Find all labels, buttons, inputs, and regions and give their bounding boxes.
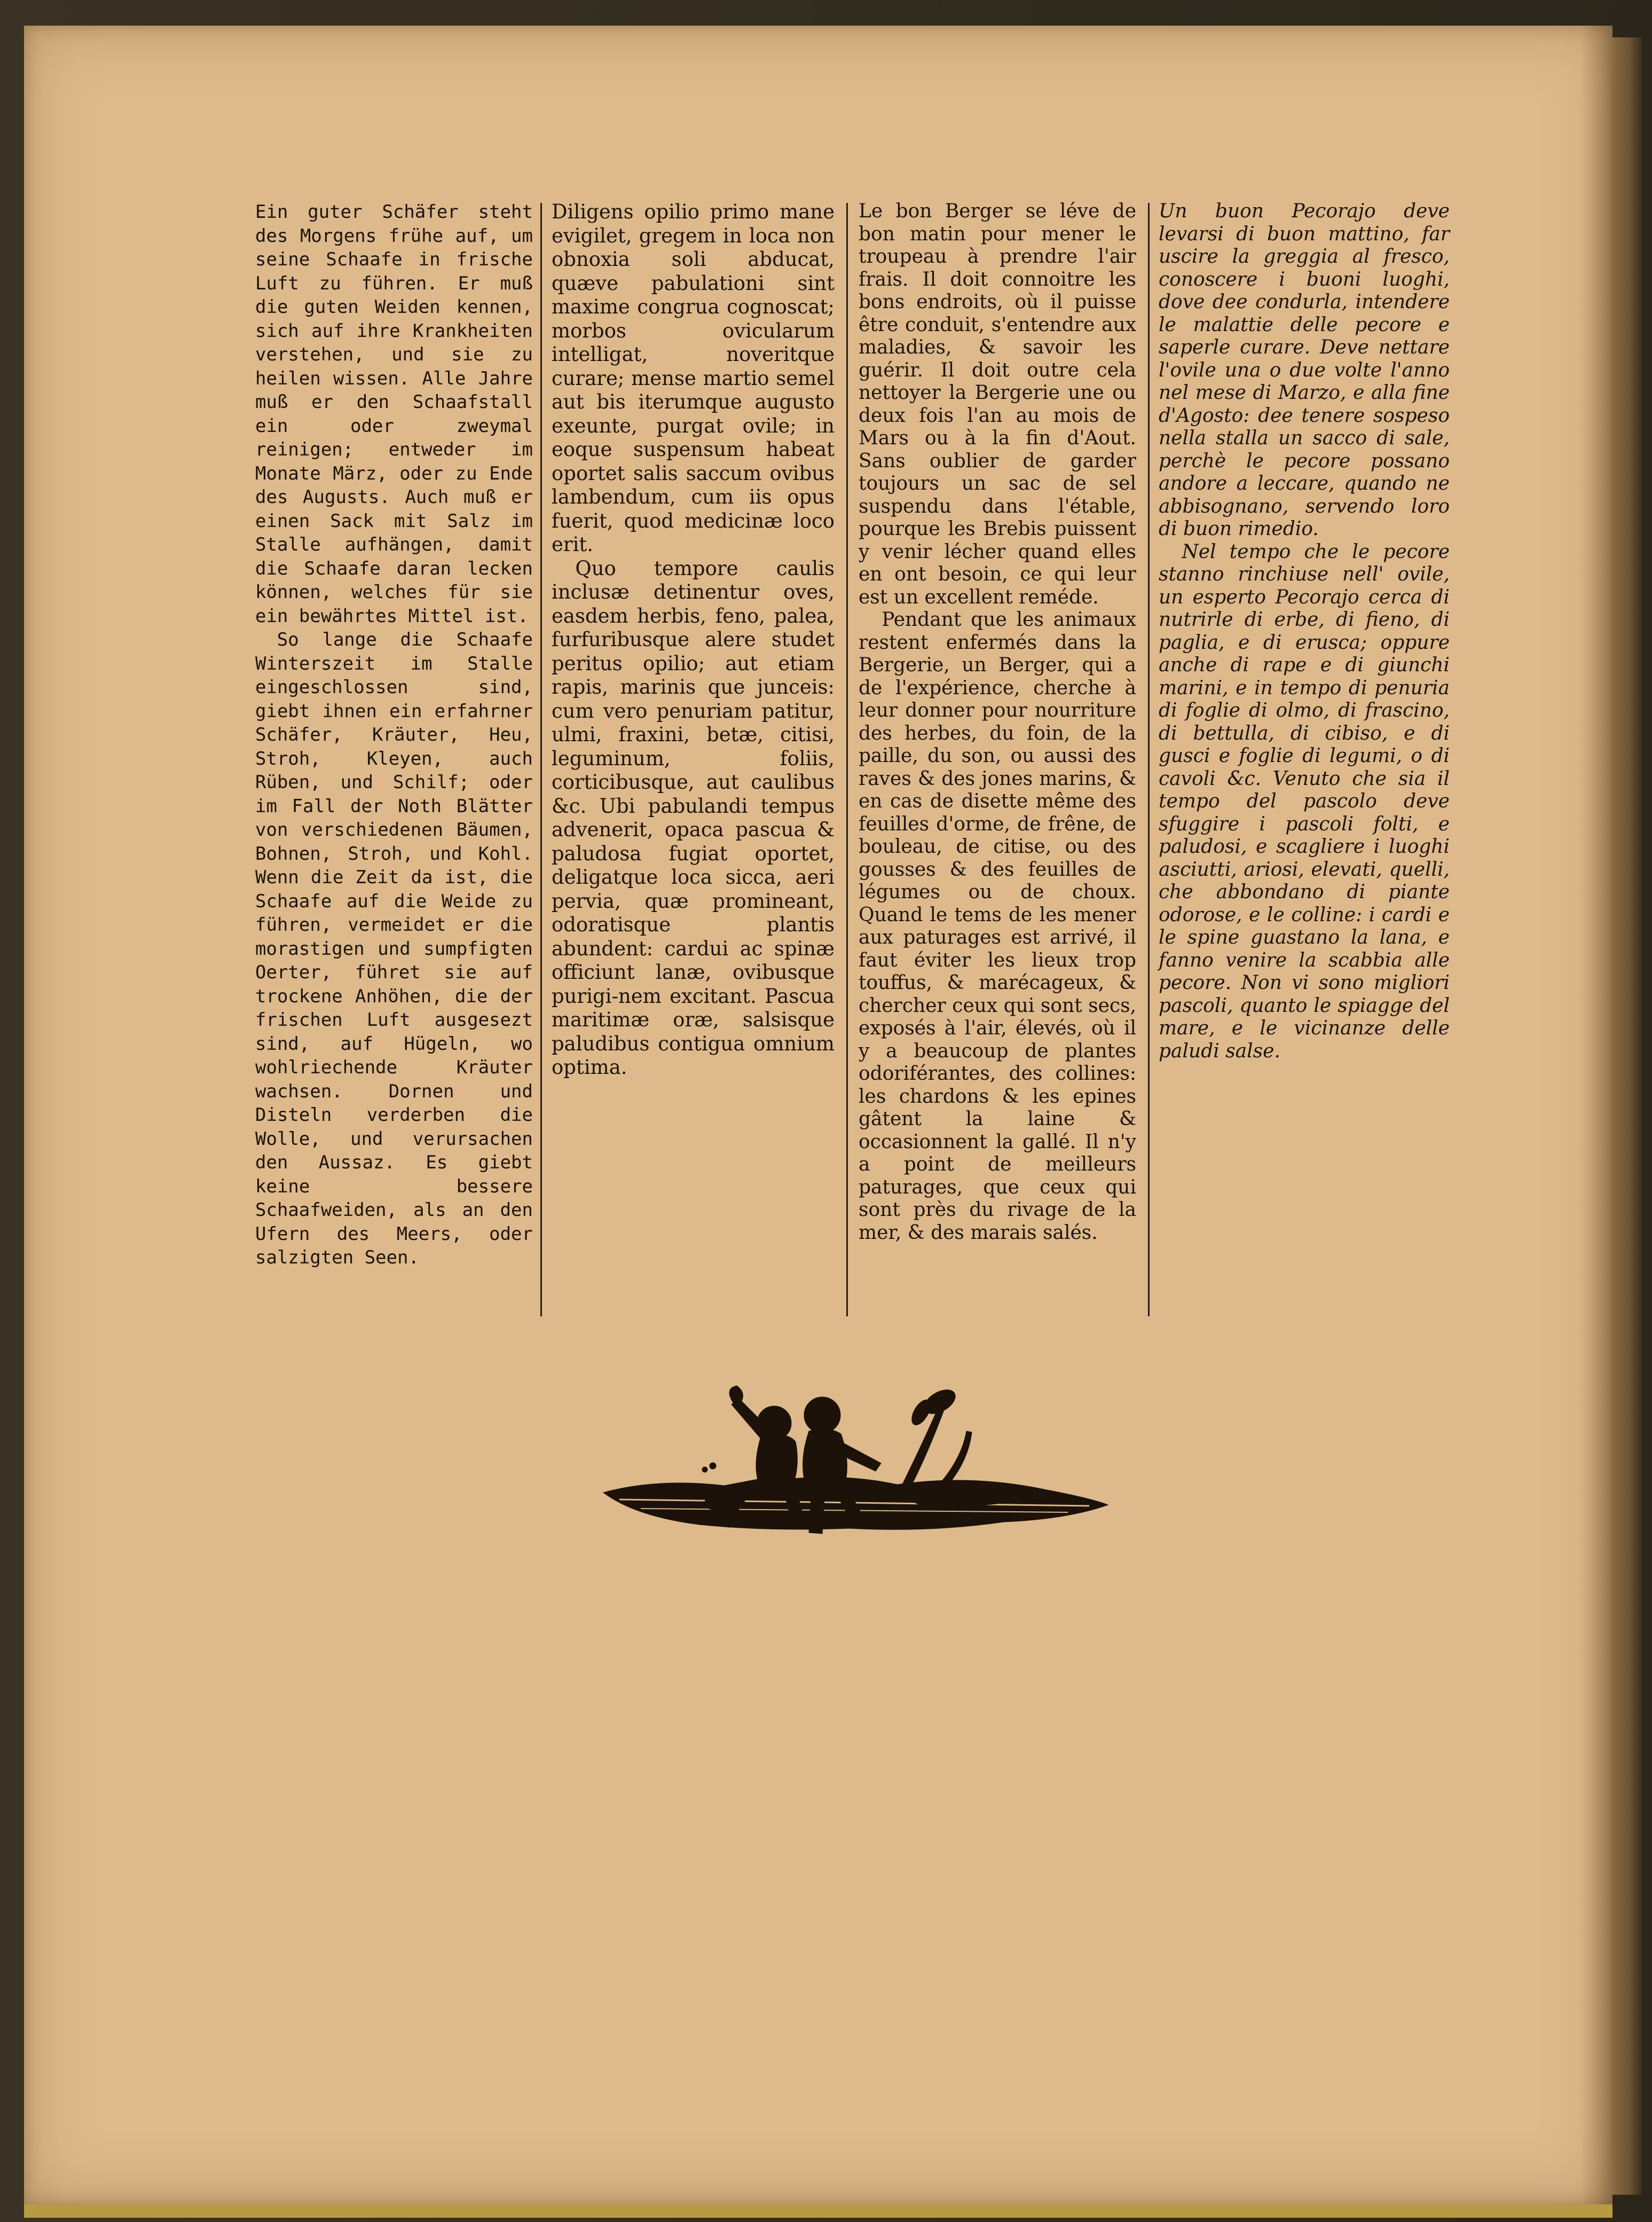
page-edge-right xyxy=(1612,37,1642,2195)
column-divider-2 xyxy=(846,203,848,1316)
column-divider-3 xyxy=(1148,203,1150,1316)
german-paragraph-2: So lange die Schaafe Winterszeit im Stalle eingeschlossen sind, giebt ihnen ein erfahrner Schäfer, Kräuter, Heu, Stroh, Kleyen, auch Rüben, und Schilf; oder im Fall der Noth Blätter von verschiedenen Bäumen, Bohnen, Stroh, und Kohl. Wenn die Zeit da ist, die Schaafe auf die Weide zu führen, vermeidet er die morastigen und sumpfigten Oerter, führet sie auf trockene Anhöhen, die der frischen Luft ausgesezt sind, auf Hügeln, wo wohlriechende Kräuter wachsen. Dornen und Disteln verderben die Wolle, und verursachen den Aussaz. Es giebt keine bessere Schaafweiden, als an den Ufern des Meers, oder salzigten Seen. xyxy=(255,629,533,1268)
italian-paragraph-1: Un buon Pecorajo deve levarsi di buon mattino, far uscire la greggia al fresco, conoscere i buoni luoghi, dove dee condurla, intendere le malattie delle pecore e saperle curare. Deve nettare l'ovile una o due volte l'anno nel mese di Marzo, e alla fine d'Agosto: dee tenere sospeso nella stalla un sacco di sale, perchè le pecore possano andore a leccare, quando ne abbisognano, servendo loro di buon rimedio. xyxy=(1159,200,1450,540)
french-paragraph-2: Pendant que les animaux restent enfermés dans la Bergerie, un Berger, qui a de l'expérience, cherche à leur donner pour nourriture des herbes, du foin, de la paille, du son, ou aussi des raves & des jones marins, & en cas de disette même des feuilles d'orme, de frêne, de bouleau, de citise, ou des gousses & des feuilles de légumes ou de choux. Quand le tems de les mener aux paturages est arrivé, il faut éviter les lieux trop touffus, & marécageux, & chercher ceux qui sont secs, exposés à l'air, élevés, où il y a beaucoup de plantes odoriférantes, des collines: les chardons & les epines gâtent la laine & occasionnent la gallé. Il n'y a point de meilleurs paturages, que ceux qui sont près du rivage de la mer, & des marais salés. xyxy=(859,609,1136,1244)
column-divider-1 xyxy=(540,203,542,1316)
column-latin xyxy=(552,200,835,1080)
column-german xyxy=(255,200,533,1270)
woodcut-putti-ornament xyxy=(598,1372,1111,1581)
german-paragraph-1: Ein guter Schäfer steht des Morgens frühe auf, um seine Schaafe in frische Luft zu führen. Er muß die guten Weiden kennen, sich auf ihre Krankheiten verstehen, und sie zu heilen wissen. Alle Jahre muß er den Schaafstall ein oder zweymal reinigen; entweder im Monate März, oder zu Ende des Augusts. Auch muß er einen Sack mit Salz im Stalle aufhängen, damit die Schaafe daran lecken können, welches für sie ein bewährtes Mittel ist. xyxy=(255,201,533,627)
latin-paragraph-1: Diligens opilio primo mane evigilet, gregem in loca non obnoxia soli abducat, quæve pabulationi sint maxime congrua cognoscat; morbos ovicularum intelligat, noveritque curare; mense martio semel aut bis iterumque augusto exeunte, purgat ovile; in eoque suspensum habeat oportet salis saccum ovibus lambendum, cum iis opus fuerit, quod medicinæ loco erit. xyxy=(552,200,835,556)
page-fold-shadow xyxy=(1580,26,1612,2204)
french-paragraph-1: Le bon Berger se léve de bon matin pour mener le troupeau à prendre l'air frais. Il doit connoitre les bons endroits, où il puisse être conduit, s'entendre aux maladies, & savoir les guérir. Il doit outre cela nettoyer la Bergerie une ou deux fois l'an au mois de Mars ou à la fin d'Aout. Sans oublier de garder toujours un sac de sel suspendu dans l'étable, pourque les Brebis puissent y venir lécher quand elles en ont besoin, ce qui leur est un excellent reméde. xyxy=(859,200,1136,608)
column-italian xyxy=(1159,200,1450,1063)
page-edge-bottom xyxy=(24,2204,1612,2218)
latin-paragraph-2: Quo tempore caulis inclusæ detinentur oves, easdem herbis, feno, palea, furfuribusque alere studet peritus opilio; aut etiam rapis, marinis que junceis: cum vero penuriam patitur, ulmi, fraxini, betæ, citisi, leguminum, foliis, corticibusque, aut caulibus &c. Ubi pabulandi tempus advenerit, opaca pascua & paludosa fugiat oportet, deligatque loca sicca, aeri pervia, quæ promineant, odoratisque plantis abundent: cardui ac spinæ officiunt lanæ, ovibusque purigi-nem excitant. Pascua maritimæ oræ, salsisque paludibus contigua omnium optima. xyxy=(552,556,835,1079)
italian-paragraph-2: Nel tempo che le pecore stanno rinchiuse nell' ovile, un esperto Pecorajo cerca di nutrirle di erbe, di fieno, di paglia, e di erusca; oppure anche di rape e di giunchi marini, e in tempo di penuria di foglie di olmo, di frascino, di bettulla, di cibiso, e di gusci e foglie di legumi, o di cavoli &c. Venuto che sia il tempo del pascolo deve sfuggire i pascoli folti, e paludosi, e scagliere i luoghi asciutti, ariosi, elevati, quelli, che abbondano di piante odorose, e le colline: i cardi e le spine guastano la lana, e fanno venire la scabbia alle pecore. Non vi sono migliori pascoli, quanto le spiagge del mare, e le vicinanze delle paludi salse. xyxy=(1159,540,1450,1062)
column-french xyxy=(859,200,1136,1244)
